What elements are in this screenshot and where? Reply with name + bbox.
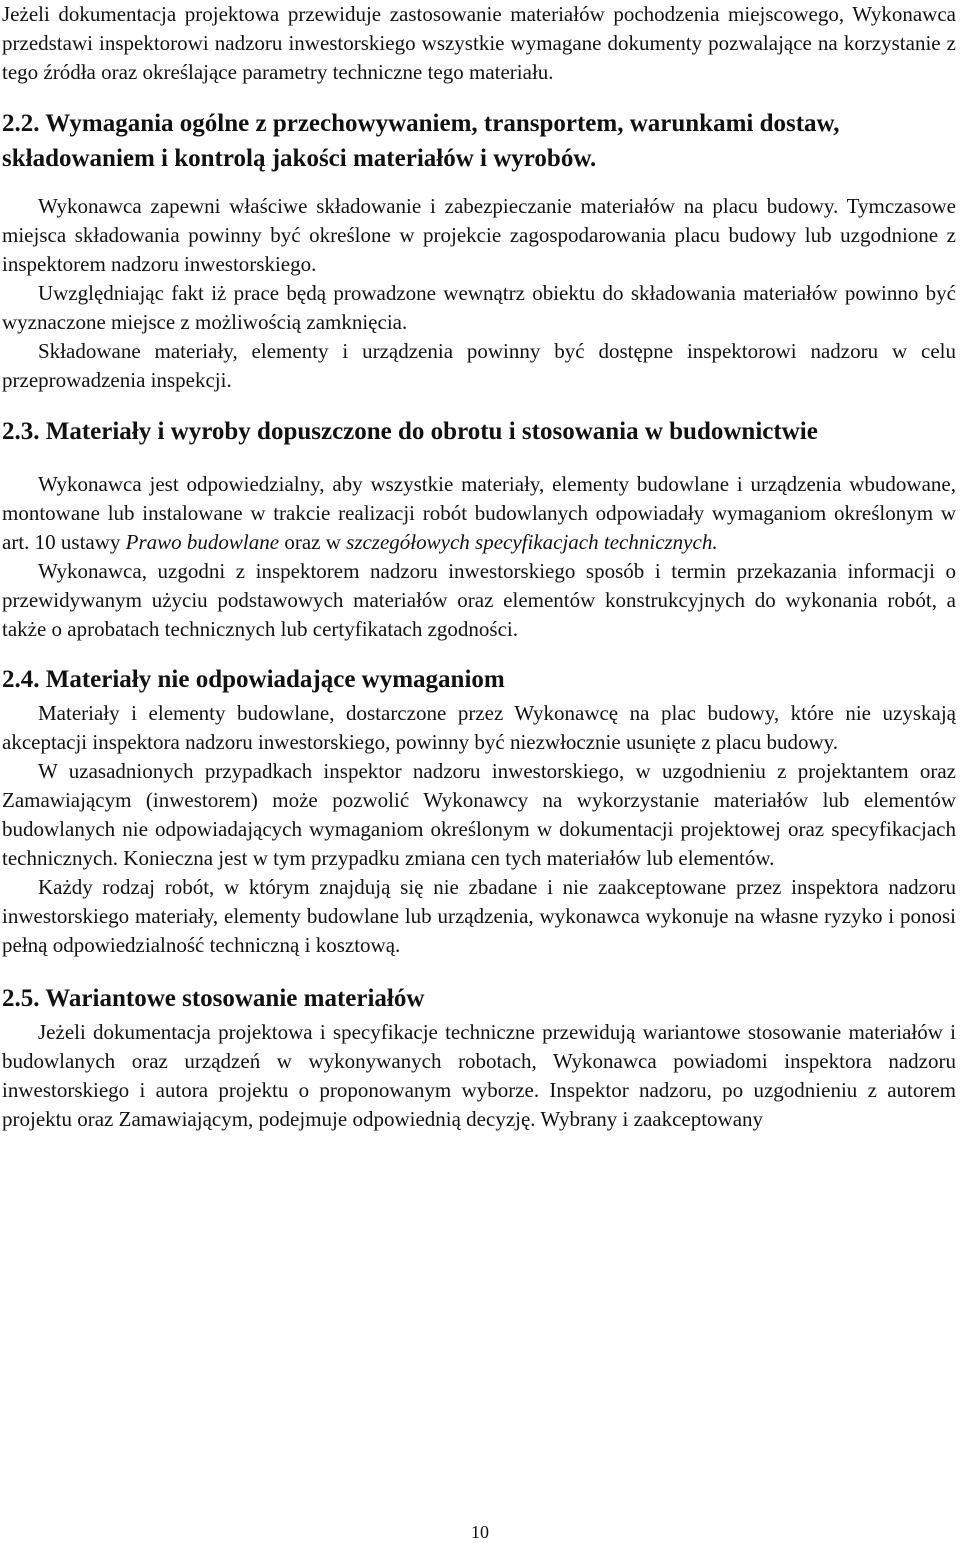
section-2-2-heading: 2.2. Wymagania ogólne z przechowywaniem, transportem, warunkami dostaw, składowaniem i kontrolą jakości materiałów i wyrobów. xyxy=(2,110,840,172)
section-2-3-paragraph-2: Wykonawca, uzgodni z inspektorem nadzoru inwestorskiego sposób i termin przekazania informacji o przewidywanym użyciu podstawowych materiałów oraz elementów konstrukcyjnych do wykonania robót, a także o aprobatach technicznych lub certyfikatach zgodności. xyxy=(2,559,956,641)
page-number: 10 xyxy=(471,1522,489,1542)
section-2-2-paragraph-3: Składowane materiały, elementy i urządzenia powinny być dostępne inspektorowi nadzoru w celu przeprowadzenia inspekcji. xyxy=(2,339,956,392)
section-2-3-p1-text-a: Wykonawca jest odpowiedzialny, aby wszystkie materiały, elementy budowlane i urządzenia wbudowane, montowane lub instalowane w trakcie realizacji robót budowlanych odpowiadały wymaganiom określonym w art. 10 ustawy xyxy=(2,472,956,554)
section-2-3-paragraph-1 xyxy=(2,470,956,557)
section-2-5-heading: 2.5. Wariantowe stosowanie materiałów xyxy=(2,985,425,1012)
section-2-3-p1-text-b: oraz w xyxy=(279,530,347,554)
section-2-4-heading: 2.4. Materiały nie odpowiadające wymaganiom xyxy=(2,666,505,693)
section-2-5-paragraph-1: Jeżeli dokumentacja projektowa i specyfikacje techniczne przewidują wariantowe stosowanie materiałów i budowlanych oraz urządzeń w wykonywanych robotach, Wykonawca powiadomi inspektora nadzoru inwestorskiego i autora projektu o proponowanym wyborze. Inspektor nadzoru, po uzgodnieniu z autorem projektu oraz Zamawiającym, podejmuje odpowiednią decyzję. Wybrany i zaakceptowany xyxy=(2,1020,956,1131)
section-2-2-paragraph-2: Uwzględniając fakt iż prace będą prowadzone wewnątrz obiektu do składowania materiałów powinno być wyznaczone miejsce z możliwością zamknięcia. xyxy=(2,281,956,334)
intro-paragraph: Jeżeli dokumentacja projektowa przewiduje zastosowanie materiałów pochodzenia miejscowego, Wykonawca przedstawi inspektorowi nadzoru inwestorskiego wszystkie wymagane dokumenty pozwalające na korzystanie z tego źródła oraz określające parametry techniczne tego materiału. xyxy=(2,2,956,84)
section-2-4-paragraph-3: Każdy rodzaj robót, w którym znajdują się nie zbadane i nie zaakceptowane przez inspektora nadzoru inwestorskiego materiały, elementy budowlane lub urządzenia, wykonawca wykonuje na własne ryzyko i ponosi pełną odpowiedzialność techniczną i kosztową. xyxy=(2,875,956,957)
section-2-4-paragraph-1: Materiały i elementy budowlane, dostarczone przez Wykonawcę na plac budowy, które nie uzyskają akceptacji inspektora nadzoru inwestorskiego, powinny być niezwłocznie usunięte z placu budowy. xyxy=(2,701,956,754)
specifications-reference: szczegółowych specyfikacjach technicznych. xyxy=(346,530,718,554)
section-2-4-paragraph-2: W uzasadnionych przypadkach inspektor nadzoru inwestorskiego, w uzgodnieniu z projektantem oraz Zamawiającym (inwestorem) może pozwolić Wykonawcy na wykorzystanie materiałów lub elementów budowlanych nie odpowiadających wymaganiom określonym w dokumentacji projektowej oraz specyfikacjach technicznych. Konieczna jest w tym przypadku zmiana cen tych materiałów lub elementów. xyxy=(2,759,956,870)
section-2-3-heading: 2.3. Materiały i wyroby dopuszczone do obrotu i stosowania w budownictwie xyxy=(2,418,818,445)
section-2-2-paragraph-1: Wykonawca zapewni właściwe składowanie i zabezpieczanie materiałów na placu budowy. Tymczasowe miejsca składowania powinny być określone w projekcie zagospodarowania placu budowy lub uzgodnione z inspektorem nadzoru inwestorskiego. xyxy=(2,194,956,276)
prawo-budowlane-reference: Prawo budowlane xyxy=(125,530,280,554)
